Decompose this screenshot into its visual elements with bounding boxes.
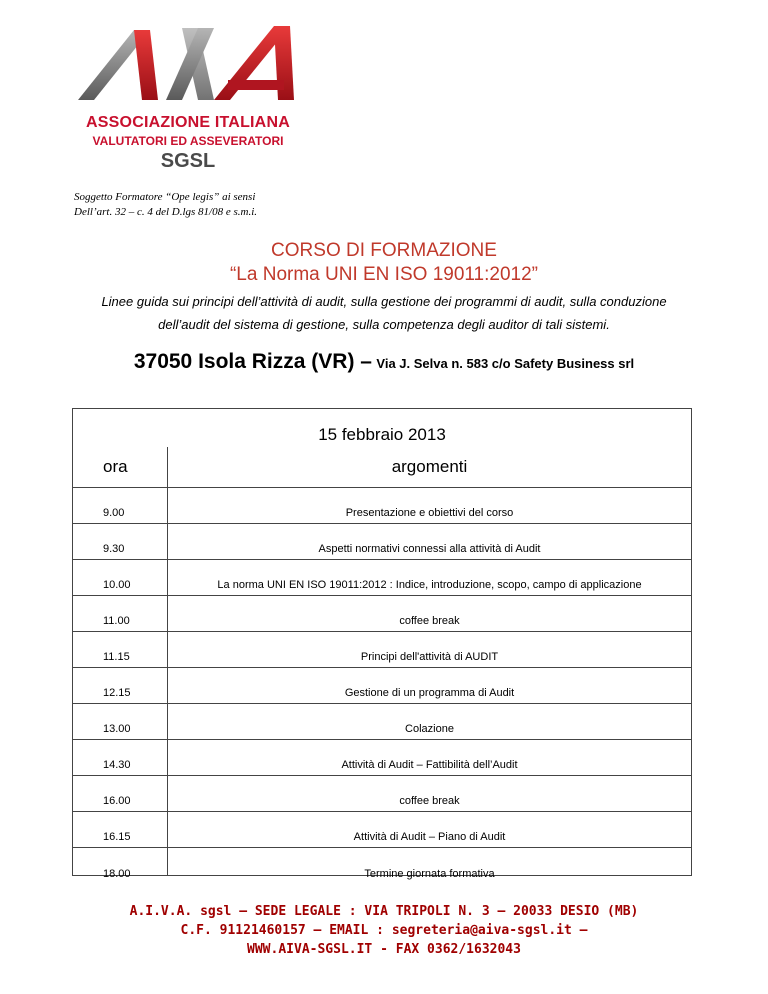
- row-time: 9.00: [103, 507, 125, 519]
- schedule-rows: [73, 488, 691, 884]
- org-name-line1: ASSOCIAZIONE ITALIANA: [86, 114, 290, 131]
- row-time: 11.15: [103, 651, 130, 663]
- row-time: 9.30: [103, 543, 125, 555]
- org-name-line3: SGSL: [160, 150, 216, 172]
- schedule-header: [73, 447, 691, 488]
- table-row: [73, 812, 691, 848]
- org-name-line2: VALUTATORI ED ASSEVERATORI: [92, 134, 284, 148]
- table-row: [73, 560, 691, 596]
- row-time: 10.00: [103, 579, 131, 591]
- course-description: [60, 290, 708, 336]
- row-time: 11.00: [103, 615, 130, 627]
- header-topic: argomenti: [391, 457, 468, 476]
- course-title: CORSO DI FORMAZIONE: [271, 240, 497, 261]
- venue: [0, 350, 768, 374]
- row-time: 12.15: [103, 687, 131, 699]
- course-description-line1: Linee guida sui principi dell’attività di audit, sulla gestione dei programmi di audit, sulla conduzione: [101, 294, 667, 309]
- row-topic: Presentazione e obiettivi del corso: [345, 507, 514, 519]
- aiva-logo: [68, 20, 308, 200]
- table-row: [73, 596, 691, 632]
- aiva-logo-mark: [78, 20, 298, 112]
- table-row: [73, 776, 691, 812]
- table-row: [73, 632, 691, 668]
- row-time: 13.00: [103, 723, 131, 735]
- row-topic: Gestione di un programma di Audit: [344, 687, 515, 699]
- footer-line2: C.F. 91121460157 – EMAIL : segreteria@aiva-sgsl.it –: [180, 923, 588, 938]
- row-topic: Attività di Audit – Piano di Audit: [353, 831, 506, 843]
- venue-city: 37050 Isola Rizza (VR) –: [133, 350, 372, 373]
- row-time: 16.00: [103, 795, 131, 807]
- table-row: [73, 740, 691, 776]
- row-topic: Aspetti normativi connessi alla attività di Audit: [318, 543, 541, 555]
- table-row: [73, 668, 691, 704]
- row-topic: Termine giornata formativa: [364, 868, 495, 880]
- row-topic: coffee break: [399, 795, 460, 807]
- header-time: ora: [103, 457, 128, 476]
- footer-line1: A.I.V.A. sgsl – SEDE LEGALE : VIA TRIPOLI N. 3 – 20033 DESIO (MB): [129, 904, 639, 919]
- table-row: [73, 524, 691, 560]
- footer-line3: WWW.AIVA-SGSL.IT - FAX 0362/1632043: [247, 942, 521, 957]
- row-topic: coffee break: [399, 615, 460, 627]
- row-time: 18.00: [103, 868, 131, 880]
- legal-note: [74, 190, 257, 220]
- venue-address: Via J. Selva n. 583 c/o Safety Business srl: [376, 356, 635, 371]
- course-subtitle: “La Norma UNI EN ISO 19011:2012”: [229, 264, 538, 285]
- table-row: [73, 488, 691, 524]
- legal-note-line2: Dell’art. 32 – c. 4 del D.lgs 81/08 e s.m.i.: [74, 206, 258, 218]
- schedule-table: [72, 408, 692, 880]
- legal-note-line1: Soggetto Formatore “Ope legis” ai sensi: [74, 191, 256, 203]
- row-time: 16.15: [103, 831, 131, 843]
- row-topic: Attività di Audit – Fattibilità dell’Audit: [341, 759, 518, 771]
- schedule-date: 15 febbraio 2013: [318, 425, 446, 444]
- footer: [0, 902, 768, 959]
- logo-stroke-a-right: [134, 30, 158, 100]
- row-time: 14.30: [103, 759, 131, 771]
- course-description-line2: dell’audit del sistema di gestione, sulla competenza degli auditor di tali sistemi.: [158, 317, 610, 332]
- schedule-date-row: [73, 409, 691, 447]
- row-topic: Colazione: [405, 723, 454, 735]
- table-row: [73, 704, 691, 740]
- row-topic: Principi dell'attività di AUDIT: [360, 651, 499, 663]
- row-topic: La norma UNI EN ISO 19011:2012 : Indice, introduzione, scopo, campo di applicazione: [217, 579, 642, 591]
- table-row: [73, 848, 691, 884]
- logo-crossbar: [228, 80, 284, 90]
